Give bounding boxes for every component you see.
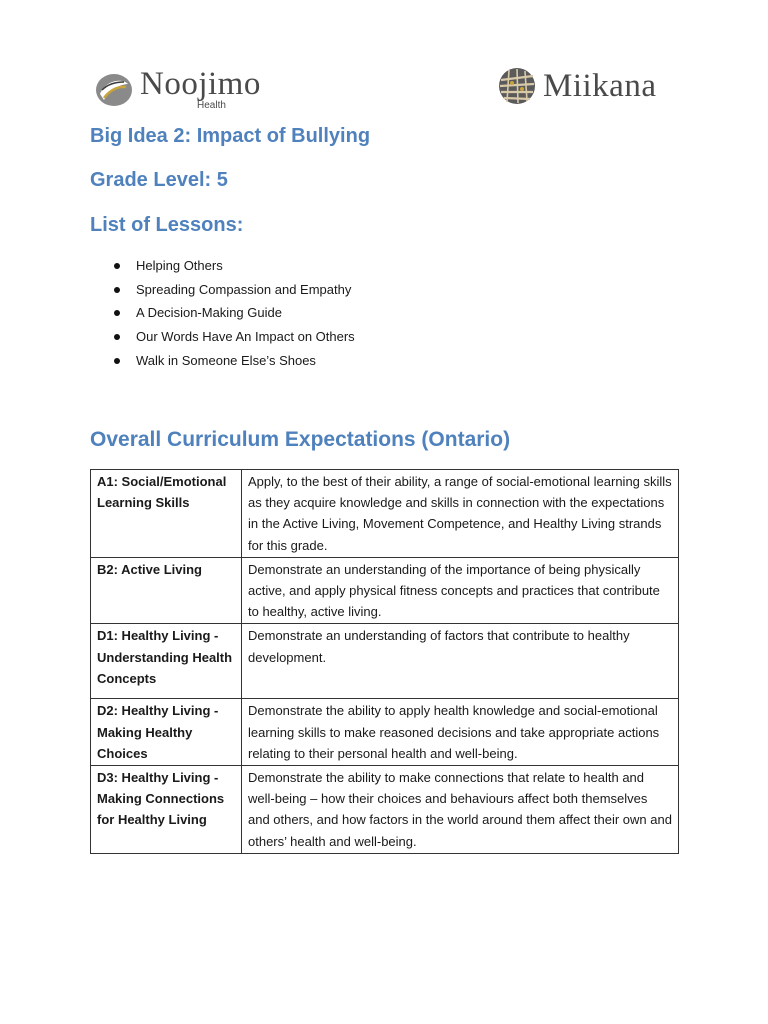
description-cell: Demonstrate an understanding of the importance of being physically active, and apply physical fitness concepts and practices that contribute to healthy, active living. [242,557,679,624]
lesson-item [108,301,355,325]
table-row [91,470,679,558]
strand-cell: D1: Healthy Living - Understanding Health Concepts [91,624,242,699]
list-of-lessons-heading: List of Lessons: [90,214,244,236]
miikana-wordmark: Miikana [543,67,657,104]
noojimo-logo [94,68,261,111]
strand-cell: D3: Healthy Living - Making Connections for Healthy Living [91,766,242,854]
table-row [91,699,679,766]
bullet-icon [114,358,120,364]
miikana-logo [497,66,656,106]
lesson-item [108,325,355,349]
bullet-icon [114,334,120,340]
lesson-item [108,349,355,373]
lesson-label: Spreading Compassion and Empathy [136,281,352,297]
bullet-icon [114,263,120,269]
miikana-emblem-icon [497,66,537,106]
table-row [91,624,679,699]
bullet-icon [114,287,120,293]
big-idea-heading: Big Idea 2: Impact of Bullying [90,125,371,147]
noojimo-wordmark: Noojimo [140,66,261,102]
description-cell: Demonstrate an understanding of factors that contribute to healthy development. [242,624,679,699]
overall-expectations-heading: Overall Curriculum Expectations (Ontario) [90,428,511,451]
description-cell: Apply, to the best of their ability, a range of social-emotional learning skills as they acquire knowledge and skills in connection with the expectations in the Active Living, Movement Competence, and Healthy Living strands for this grade. [242,470,679,558]
noojimo-subtitle: Health [197,100,226,111]
lesson-label: Helping Others [136,258,223,273]
lesson-item [108,278,355,302]
strand-cell: B2: Active Living [91,557,242,624]
expectations-table [90,469,679,854]
table-row [91,557,679,624]
lesson-label: Walk in Someone Else’s Shoes [136,352,316,368]
noojimo-emblem-icon [94,70,134,110]
bullet-icon [114,310,120,316]
description-cell: Demonstrate the ability to make connections that relate to health and well-being – how their choices and behaviours affect both themselves and others, and how factors in the world around them affect their own and others’ health and well-being. [242,766,679,854]
strand-cell: D2: Healthy Living - Making Healthy Choices [91,699,242,766]
lesson-label: A Decision-Making Guide [136,305,282,321]
grade-level-heading: Grade Level: 5 [90,169,228,191]
lesson-label: Our Words Have An Impact on Others [136,329,355,345]
lesson-item [108,254,355,278]
description-cell: Demonstrate the ability to apply health knowledge and social-emotional learning skills to make reasoned decisions and take appropriate actions relating to their personal health and well-being. [242,699,679,766]
lesson-list [108,254,355,373]
strand-cell: A1: Social/Emotional Learning Skills [91,470,242,558]
table-row [91,766,679,854]
